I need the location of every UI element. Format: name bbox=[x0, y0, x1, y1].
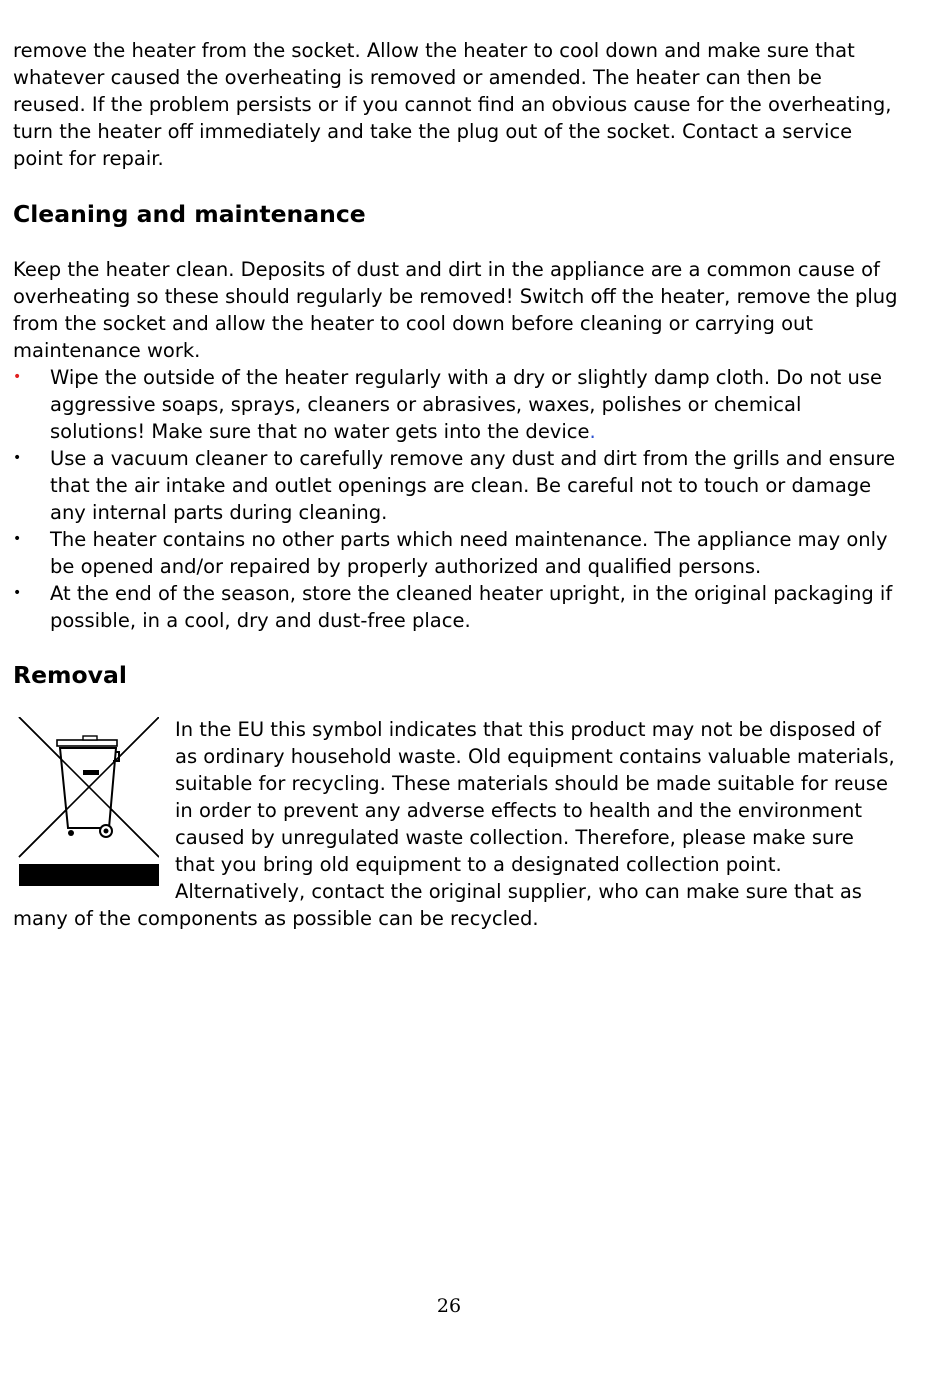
cleaning-paragraph: Keep the heater clean. Deposits of dust and dirt in the appliance are a common cause of overheating so these should regularly be removed! Switch off the heater, remove the plug from the socket and allow the heater to cool down before cleaning or carrying out maintenance work. bbox=[13, 258, 898, 362]
bullet-icon: • bbox=[13, 369, 22, 385]
list-item bbox=[13, 445, 898, 526]
list-item bbox=[13, 364, 898, 445]
bullet-icon: • bbox=[13, 585, 22, 601]
weee-crossed-out-bin-icon bbox=[13, 717, 159, 887]
intro-paragraph: remove the heater from the socket. Allow the heater to cool down and make sure that whatever caused the overheating is removed or amended. The heater can then be reused. If the problem persists or if you cannot find an obvious cause for the overheating, turn the heater off immediately and take the plug out of the socket. Contact a service point for repair. bbox=[13, 39, 892, 170]
bullet-icon: • bbox=[13, 531, 22, 547]
cleaning-heading: Cleaning and maintenance bbox=[13, 200, 366, 228]
removal-heading: Removal bbox=[13, 661, 127, 689]
bullet-text: Use a vacuum cleaner to carefully remove any dust and dirt from the grills and ensure that the air intake and outlet openings are clean. Be careful not to touch or damage any internal parts during cleaning. bbox=[50, 447, 896, 524]
bullet-text: At the end of the season, store the cleaned heater upright, in the original packaging if possible, in a cool, dry and dust-free place. bbox=[50, 582, 893, 632]
list-item bbox=[13, 526, 898, 580]
cleaning-bullet-list bbox=[13, 364, 898, 634]
bullet-text: The heater contains no other parts which need maintenance. The appliance may only be opened and/or repaired by properly authorized and qualified persons. bbox=[50, 528, 888, 578]
page-number: 26 bbox=[436, 1295, 462, 1317]
bullet-text: Wipe the outside of the heater regularly with a dry or slightly damp cloth. Do not use aggressive soaps, sprays, cleaners or abrasives, waxes, polishes or chemical solutions! Make sure that no water gets into the device bbox=[50, 366, 883, 443]
bullet-text-end: . bbox=[589, 420, 596, 443]
document-page bbox=[13, 37, 898, 932]
bullet-icon: • bbox=[13, 450, 22, 466]
removal-paragraph: In the EU this symbol indicates that this product may not be disposed of as ordinary household waste. Old equipment contains valuable materials, suitable for recycling. These materials should be made suitable for reuse in order to prevent any adverse effects to health and the environment caused by unregulated waste collection. Therefore, please make sure that you bring old equipment to a designated collection point. Alternatively, contact the original supplier, who can make sure that as many of the components as possible can be recycled. bbox=[13, 718, 895, 930]
removal-section bbox=[13, 716, 898, 932]
list-item bbox=[13, 580, 898, 634]
